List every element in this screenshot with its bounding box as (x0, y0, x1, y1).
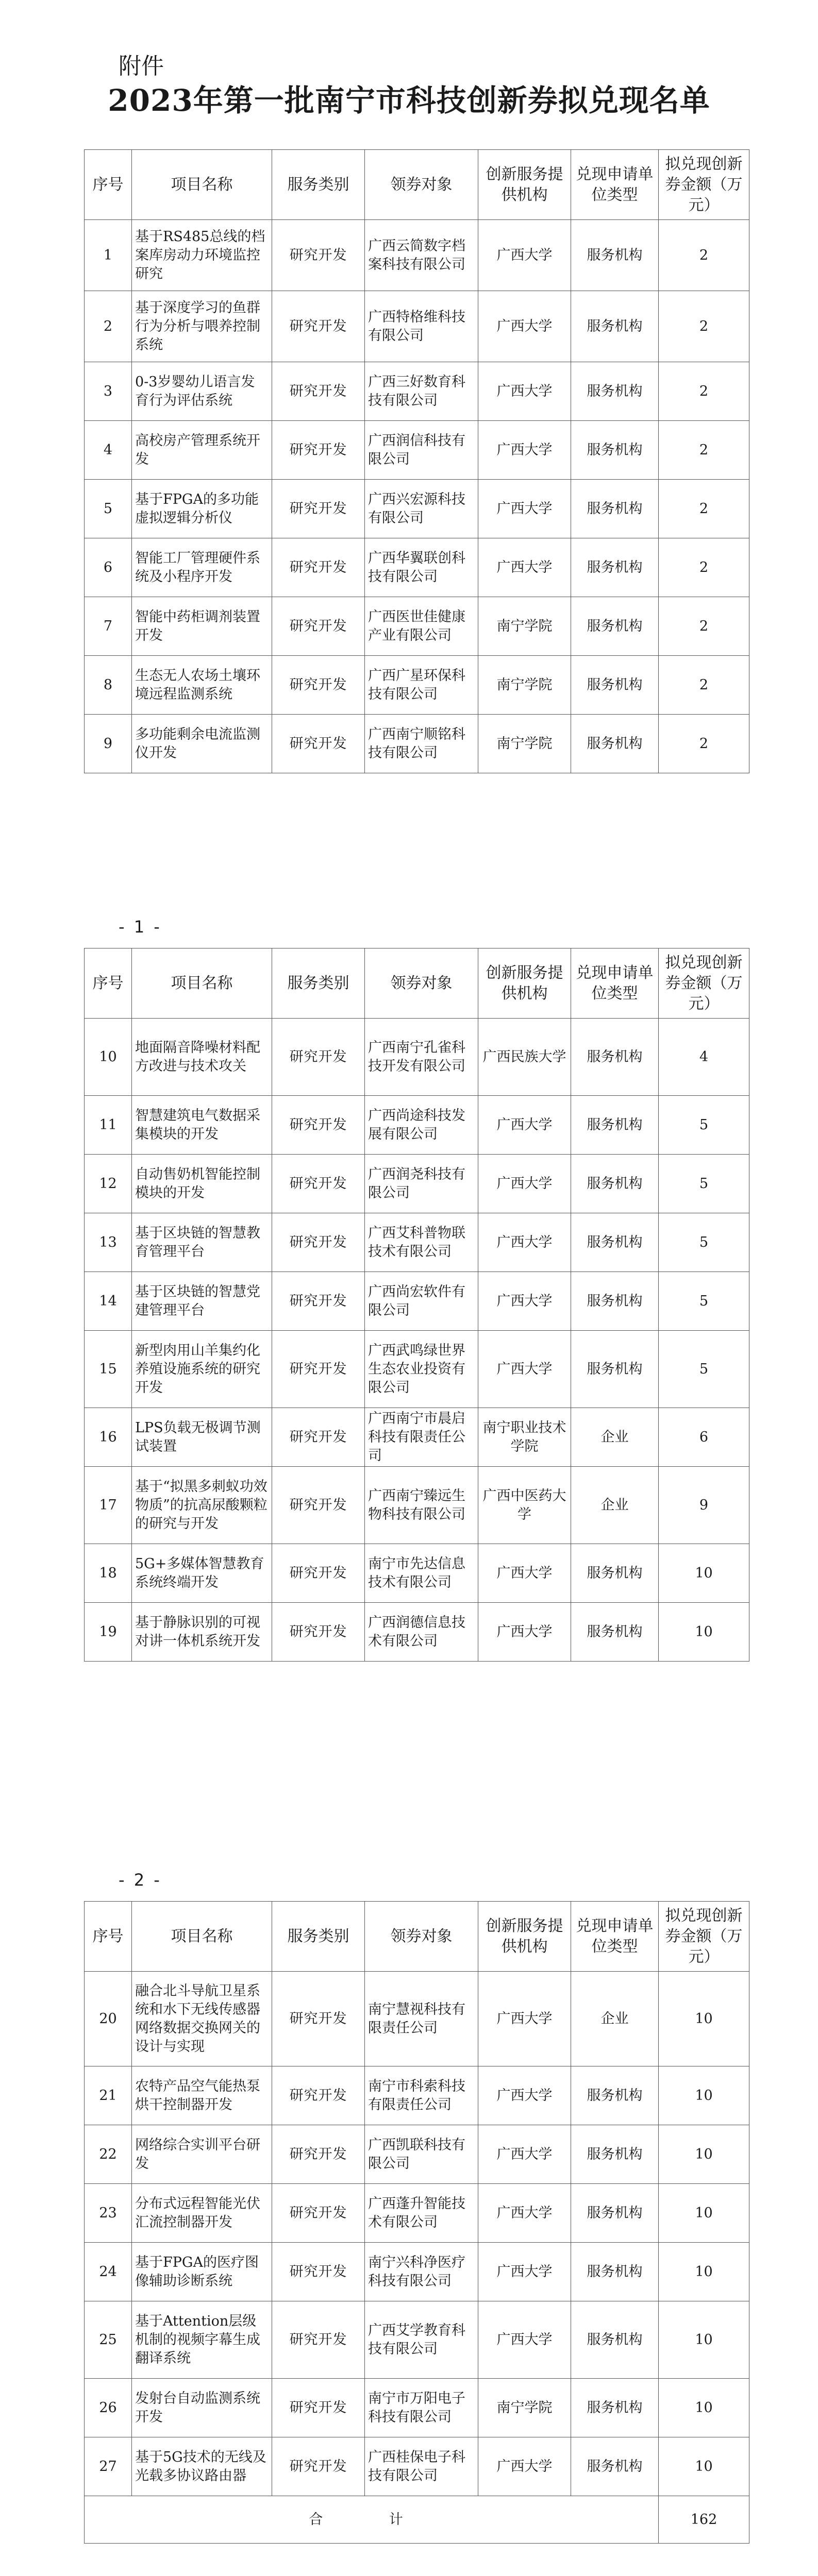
cell-applicant-type: 服务机构 (571, 421, 659, 480)
cell-recipient: 广西蓬升智能技术有限公司 (365, 2184, 478, 2243)
cell-amount: 2 (659, 480, 749, 538)
cell-provider: 广西大学 (478, 421, 571, 480)
cell-project-name: 新型肉用山羊集约化养殖设施系统的研究开发 (132, 1331, 272, 1408)
cell-applicant-type: 服务机构 (571, 2301, 659, 2379)
cell-project-name: 基于5G技术的无线及光载多协议路由器 (132, 2437, 272, 2496)
cell-recipient: 广西艾学教育科技有限公司 (365, 2301, 478, 2379)
cell-applicant-type: 服务机构 (571, 656, 659, 715)
cell-applicant-type: 服务机构 (571, 2184, 659, 2243)
cell-service-category: 研究开发 (272, 1272, 365, 1331)
cell-service-category: 研究开发 (272, 538, 365, 597)
cell-applicant-type: 服务机构 (571, 1544, 659, 1603)
cell-service-category: 研究开发 (272, 2184, 365, 2243)
cell-amount: 5 (659, 1155, 749, 1213)
cell-seq: 25 (85, 2301, 132, 2379)
cell-amount: 5 (659, 1096, 749, 1155)
cell-applicant-type: 企业 (571, 1467, 659, 1544)
table-row (85, 220, 749, 291)
cell-applicant-type: 服务机构 (571, 2379, 659, 2437)
cell-seq: 26 (85, 2379, 132, 2437)
cell-service-category: 研究开发 (272, 1408, 365, 1467)
cell-project-name: 发射台自动监测系统开发 (132, 2379, 272, 2437)
cell-project-name: 智慧建筑电气数据采集模块的开发 (132, 1096, 272, 1155)
cell-service-category: 研究开发 (272, 220, 365, 291)
cell-project-name: 基于FPGA的多功能虚拟逻辑分析仪 (132, 480, 272, 538)
table-row (85, 2243, 749, 2301)
cell-service-category: 研究开发 (272, 1213, 365, 1272)
results-table (84, 149, 749, 773)
cell-project-name: 0-3岁婴幼儿语言发育行为评估系统 (132, 362, 272, 421)
cell-applicant-type: 服务机构 (571, 291, 659, 362)
cell-recipient: 广西尚途科技发展有限公司 (365, 1096, 478, 1155)
cell-amount: 10 (659, 2066, 749, 2125)
cell-amount: 4 (659, 1019, 749, 1096)
cell-provider: 广西大学 (478, 291, 571, 362)
table-row (85, 1603, 749, 1662)
cell-seq: 18 (85, 1544, 132, 1603)
cell-service-category: 研究开发 (272, 1096, 365, 1155)
table-row (85, 2184, 749, 2243)
cell-project-name: 基于区块链的智慧党建管理平台 (132, 1272, 272, 1331)
table-row (85, 2301, 749, 2379)
cell-applicant-type: 服务机构 (571, 1331, 659, 1408)
cell-applicant-type: 服务机构 (571, 1272, 659, 1331)
cell-project-name: 5G+多媒体智慧教育系统终端开发 (132, 1544, 272, 1603)
cell-service-category: 研究开发 (272, 656, 365, 715)
table-row (85, 1972, 749, 2066)
cell-amount: 2 (659, 291, 749, 362)
cell-applicant-type: 服务机构 (571, 220, 659, 291)
table-row (85, 291, 749, 362)
cell-seq: 6 (85, 538, 132, 597)
column-header-applicant-type: 兑现申请单位类型 (571, 948, 659, 1019)
cell-amount: 2 (659, 362, 749, 421)
cell-applicant-type: 企业 (571, 1408, 659, 1467)
cell-applicant-type: 服务机构 (571, 1096, 659, 1155)
cell-service-category: 研究开发 (272, 291, 365, 362)
total-amount: 162 (659, 2496, 749, 2544)
table-header-row (85, 1902, 749, 1972)
cell-applicant-type: 服务机构 (571, 2125, 659, 2184)
total-row (85, 2496, 749, 2544)
cell-seq: 17 (85, 1467, 132, 1544)
cell-applicant-type: 服务机构 (571, 1603, 659, 1662)
cell-seq: 1 (85, 220, 132, 291)
table-row (85, 2437, 749, 2496)
cell-project-name: 基于FPGA的医疗图像辅助诊断系统 (132, 2243, 272, 2301)
column-header-amount: 拟兑现创新券金额（万元） (659, 1902, 749, 1972)
table-row (85, 2066, 749, 2125)
cell-amount: 5 (659, 1272, 749, 1331)
cell-amount: 10 (659, 2125, 749, 2184)
cell-seq: 3 (85, 362, 132, 421)
column-header-provider: 创新服务提供机构 (478, 1902, 571, 1972)
column-header-seq: 序号 (85, 948, 132, 1019)
cell-provider: 南宁学院 (478, 2379, 571, 2437)
cell-recipient: 广西云简数字档案科技有限公司 (365, 220, 478, 291)
cell-project-name: 融合北斗导航卫星系统和水下无线传感器网络数据交换网关的设计与实现 (132, 1972, 272, 2066)
cell-amount: 2 (659, 715, 749, 773)
cell-recipient: 广西医世佳健康产业有限公司 (365, 597, 478, 656)
cell-seq: 11 (85, 1096, 132, 1155)
cell-seq: 9 (85, 715, 132, 773)
cell-seq: 2 (85, 291, 132, 362)
cell-provider: 广西大学 (478, 1155, 571, 1213)
cell-recipient: 广西桂保电子科技有限公司 (365, 2437, 478, 2496)
cell-provider: 广西民族大学 (478, 1019, 571, 1096)
cell-project-name: 高校房产管理系统开发 (132, 421, 272, 480)
cell-provider: 广西大学 (478, 2243, 571, 2301)
cell-project-name: LPS负载无极调节测试装置 (132, 1408, 272, 1467)
cell-service-category: 研究开发 (272, 362, 365, 421)
cell-project-name: 智能中药柜调剂装置开发 (132, 597, 272, 656)
cell-amount: 2 (659, 220, 749, 291)
cell-recipient: 广西尚宏软件有限公司 (365, 1272, 478, 1331)
cell-project-name: 基于区块链的智慧教育管理平台 (132, 1213, 272, 1272)
cell-provider: 广西大学 (478, 1972, 571, 2066)
table-row (85, 1331, 749, 1408)
cell-amount: 6 (659, 1408, 749, 1467)
cell-project-name: 基于Attention层级机制的视频字幕生成翻译系统 (132, 2301, 272, 2379)
column-header-service-category: 服务类别 (272, 150, 365, 220)
cell-provider: 广西大学 (478, 538, 571, 597)
table-row (85, 715, 749, 773)
cell-seq: 23 (85, 2184, 132, 2243)
cell-seq: 10 (85, 1019, 132, 1096)
cell-service-category: 研究开发 (272, 1972, 365, 2066)
cell-provider: 广西大学 (478, 2301, 571, 2379)
cell-recipient: 广西广星环保科技有限公司 (365, 656, 478, 715)
cell-amount: 2 (659, 538, 749, 597)
cell-recipient: 广西润信科技有限公司 (365, 421, 478, 480)
cell-applicant-type: 服务机构 (571, 2066, 659, 2125)
cell-amount: 2 (659, 656, 749, 715)
cell-service-category: 研究开发 (272, 480, 365, 538)
table-row (85, 1096, 749, 1155)
cell-service-category: 研究开发 (272, 1331, 365, 1408)
cell-amount: 10 (659, 2243, 749, 2301)
document-title: 2023年第一批南宁市科技创新券拟兑现名单 (108, 83, 710, 118)
cell-recipient: 南宁兴科净医疗科技有限公司 (365, 2243, 478, 2301)
cell-recipient: 广西华翼联创科技有限公司 (365, 538, 478, 597)
cell-recipient: 广西兴宏源科技有限公司 (365, 480, 478, 538)
table-row (85, 1019, 749, 1096)
cell-service-category: 研究开发 (272, 2125, 365, 2184)
cell-seq: 16 (85, 1408, 132, 1467)
cell-recipient: 广西南宁臻远生物科技有限公司 (365, 1467, 478, 1544)
column-header-service-category: 服务类别 (272, 948, 365, 1019)
cell-provider: 广西中医药大学 (478, 1467, 571, 1544)
cell-service-category: 研究开发 (272, 1544, 365, 1603)
cell-seq: 7 (85, 597, 132, 656)
table-row (85, 2125, 749, 2184)
column-header-amount: 拟兑现创新券金额（万元） (659, 150, 749, 220)
cell-applicant-type: 企业 (571, 1972, 659, 2066)
cell-applicant-type: 服务机构 (571, 1019, 659, 1096)
table-header-row (85, 948, 749, 1019)
cell-seq: 4 (85, 421, 132, 480)
cell-seq: 27 (85, 2437, 132, 2496)
results-table (84, 948, 749, 1662)
results-table (84, 1901, 749, 2544)
cell-service-category: 研究开发 (272, 597, 365, 656)
cell-service-category: 研究开发 (272, 1155, 365, 1213)
cell-recipient: 南宁市先达信息技术有限公司 (365, 1544, 478, 1603)
table-row (85, 1213, 749, 1272)
cell-service-category: 研究开发 (272, 2379, 365, 2437)
cell-provider: 南宁职业技术学院 (478, 1408, 571, 1467)
column-header-applicant-type: 兑现申请单位类型 (571, 150, 659, 220)
table-row (85, 1272, 749, 1331)
table-row (85, 656, 749, 715)
cell-seq: 8 (85, 656, 132, 715)
cell-recipient: 广西润德信息技术有限公司 (365, 1603, 478, 1662)
cell-service-category: 研究开发 (272, 1467, 365, 1544)
column-header-recipient: 领券对象 (365, 948, 478, 1019)
cell-provider: 广西大学 (478, 2125, 571, 2184)
cell-applicant-type: 服务机构 (571, 1155, 659, 1213)
table-row (85, 2379, 749, 2437)
cell-amount: 2 (659, 597, 749, 656)
cell-seq: 5 (85, 480, 132, 538)
table-row (85, 1544, 749, 1603)
column-header-recipient: 领券对象 (365, 1902, 478, 1972)
cell-amount: 9 (659, 1467, 749, 1544)
column-header-provider: 创新服务提供机构 (478, 150, 571, 220)
cell-provider: 广西大学 (478, 480, 571, 538)
column-header-recipient: 领券对象 (365, 150, 478, 220)
cell-provider: 南宁学院 (478, 597, 571, 656)
cell-applicant-type: 服务机构 (571, 597, 659, 656)
cell-project-name: 多功能剩余电流监测仪开发 (132, 715, 272, 773)
cell-provider: 广西大学 (478, 1544, 571, 1603)
cell-provider: 广西大学 (478, 2184, 571, 2243)
cell-provider: 南宁学院 (478, 656, 571, 715)
cell-service-category: 研究开发 (272, 1019, 365, 1096)
cell-amount: 2 (659, 421, 749, 480)
cell-service-category: 研究开发 (272, 2066, 365, 2125)
column-header-amount: 拟兑现创新券金额（万元） (659, 948, 749, 1019)
cell-project-name: 自动售奶机智能控制模块的开发 (132, 1155, 272, 1213)
cell-provider: 广西大学 (478, 2066, 571, 2125)
column-header-seq: 序号 (85, 1902, 132, 1972)
cell-project-name: 分布式远程智能光伏汇流控制器开发 (132, 2184, 272, 2243)
table-row (85, 362, 749, 421)
page-number: - 1 - (119, 917, 162, 937)
cell-recipient: 广西润尧科技有限公司 (365, 1155, 478, 1213)
cell-project-name: 基于RS485总线的档案库房动力环境监控研究 (132, 220, 272, 291)
cell-amount: 10 (659, 2184, 749, 2243)
cell-provider: 广西大学 (478, 2437, 571, 2496)
cell-recipient: 广西特格维科技有限公司 (365, 291, 478, 362)
table-row (85, 1408, 749, 1467)
cell-provider: 广西大学 (478, 1603, 571, 1662)
cell-project-name: 基于“拟黑多刺蚁功效物质”的抗高尿酸颗粒的研究与开发 (132, 1467, 272, 1544)
page-number: - 2 - (119, 1870, 162, 1890)
column-header-provider: 创新服务提供机构 (478, 948, 571, 1019)
table-row (85, 597, 749, 656)
cell-seq: 12 (85, 1155, 132, 1213)
column-header-seq: 序号 (85, 150, 132, 220)
cell-amount: 10 (659, 2379, 749, 2437)
cell-service-category: 研究开发 (272, 715, 365, 773)
cell-applicant-type: 服务机构 (571, 480, 659, 538)
cell-service-category: 研究开发 (272, 2243, 365, 2301)
cell-project-name: 网络综合实训平台研发 (132, 2125, 272, 2184)
cell-provider: 广西大学 (478, 1272, 571, 1331)
table-header-row (85, 150, 749, 220)
table-row (85, 421, 749, 480)
cell-provider: 南宁学院 (478, 715, 571, 773)
cell-amount: 10 (659, 2437, 749, 2496)
cell-recipient: 广西南宁顺铭科技有限公司 (365, 715, 478, 773)
total-label: 合 计 (85, 2496, 659, 2544)
column-header-project-name: 项目名称 (132, 948, 272, 1019)
column-header-service-category: 服务类别 (272, 1902, 365, 1972)
column-header-applicant-type: 兑现申请单位类型 (571, 1902, 659, 1972)
cell-amount: 5 (659, 1331, 749, 1408)
cell-provider: 广西大学 (478, 1096, 571, 1155)
cell-applicant-type: 服务机构 (571, 2437, 659, 2496)
cell-project-name: 农特产品空气能热泵烘干控制器开发 (132, 2066, 272, 2125)
cell-applicant-type: 服务机构 (571, 538, 659, 597)
cell-provider: 广西大学 (478, 1331, 571, 1408)
cell-recipient: 南宁市万阳电子科技有限公司 (365, 2379, 478, 2437)
cell-provider: 广西大学 (478, 220, 571, 291)
cell-service-category: 研究开发 (272, 2301, 365, 2379)
cell-seq: 21 (85, 2066, 132, 2125)
cell-project-name: 生态无人农场土壤环境远程监测系统 (132, 656, 272, 715)
cell-provider: 广西大学 (478, 362, 571, 421)
cell-seq: 20 (85, 1972, 132, 2066)
attachment-label: 附件 (119, 53, 164, 79)
cell-applicant-type: 服务机构 (571, 362, 659, 421)
cell-recipient: 广西艾科普物联技术有限公司 (365, 1213, 478, 1272)
cell-seq: 22 (85, 2125, 132, 2184)
cell-service-category: 研究开发 (272, 1603, 365, 1662)
table-row (85, 1155, 749, 1213)
cell-recipient: 南宁市科索科技有限责任公司 (365, 2066, 478, 2125)
table-row (85, 480, 749, 538)
cell-applicant-type: 服务机构 (571, 2243, 659, 2301)
cell-recipient: 广西武鸣绿世界生态农业投资有限公司 (365, 1331, 478, 1408)
cell-recipient: 广西三好数育科技有限公司 (365, 362, 478, 421)
cell-project-name: 基于静脉识别的可视对讲一体机系统开发 (132, 1603, 272, 1662)
cell-provider: 广西大学 (478, 1213, 571, 1272)
cell-recipient: 广西凯联科技有限公司 (365, 2125, 478, 2184)
cell-project-name: 智能工厂管理硬件系统及小程序开发 (132, 538, 272, 597)
cell-amount: 10 (659, 1603, 749, 1662)
cell-amount: 10 (659, 1544, 749, 1603)
column-header-project-name: 项目名称 (132, 150, 272, 220)
table-row (85, 1467, 749, 1544)
cell-seq: 24 (85, 2243, 132, 2301)
cell-applicant-type: 服务机构 (571, 715, 659, 773)
cell-applicant-type: 服务机构 (571, 1213, 659, 1272)
cell-service-category: 研究开发 (272, 421, 365, 480)
cell-amount: 10 (659, 2301, 749, 2379)
cell-project-name: 地面隔音降噪材料配方改进与技术攻关 (132, 1019, 272, 1096)
table-row (85, 538, 749, 597)
cell-amount: 10 (659, 1972, 749, 2066)
cell-seq: 13 (85, 1213, 132, 1272)
cell-amount: 5 (659, 1213, 749, 1272)
cell-service-category: 研究开发 (272, 2437, 365, 2496)
cell-seq: 14 (85, 1272, 132, 1331)
cell-recipient: 广西南宁孔雀科技开发有限公司 (365, 1019, 478, 1096)
cell-recipient: 南宁慧视科技有限责任公司 (365, 1972, 478, 2066)
cell-project-name: 基于深度学习的鱼群行为分析与喂养控制系统 (132, 291, 272, 362)
cell-recipient: 广西南宁市晨启科技有限责任公司 (365, 1408, 478, 1467)
cell-seq: 15 (85, 1331, 132, 1408)
column-header-project-name: 项目名称 (132, 1902, 272, 1972)
cell-seq: 19 (85, 1603, 132, 1662)
